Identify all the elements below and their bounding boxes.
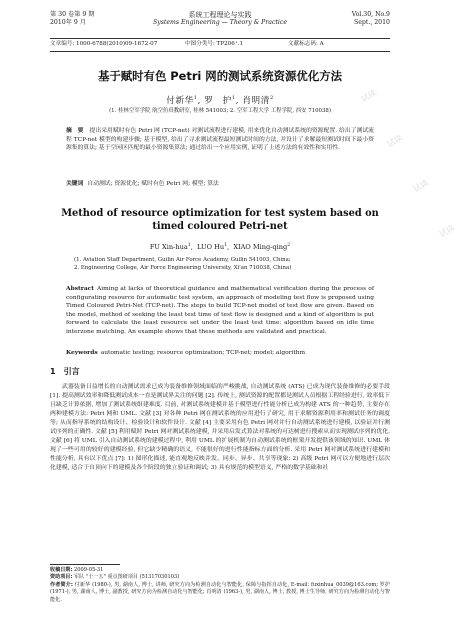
- abstract-cn-label: 摘 要: [66, 128, 84, 134]
- author-sup: 1: [187, 243, 191, 248]
- abstract-cn: [66, 127, 374, 153]
- authors-en: FU Xin-hua$^1$, LUO Hu$^1$, XIAO Ming-qing$^2$: [149, 243, 291, 252]
- keywords-en: [66, 349, 374, 357]
- footnote-fund: [50, 574, 390, 581]
- watermark-text: 试读: [411, 178, 430, 194]
- author-sup: 1: [193, 95, 198, 102]
- fund-label: 资助项目:: [50, 574, 73, 581]
- author-sup: 1: [231, 95, 236, 102]
- keywords-en-label: Keywords: [66, 349, 98, 356]
- journal-name-en: Systems Engineering — Theory & Practice: [152, 19, 288, 27]
- affiliation-en-line: 2. Engineering College, Air Force Engineering University, Xi'an 710038, China): [74, 264, 292, 271]
- running-header: [50, 11, 390, 37]
- affiliation-cn: (1. 桂林空军学院 航空仿真教研室, 桂林 541003; 2. 空军工程大学 工程学院, 西安 710038): [109, 108, 331, 114]
- author-cn: 肖明清: [242, 96, 270, 106]
- journal-name-cn: 系统工程理论与实践: [188, 11, 252, 19]
- date-cn: 2010年 9 月: [50, 19, 86, 27]
- volume-en: Vol.30, No.9: [351, 11, 390, 18]
- abstract-en: [66, 285, 374, 336]
- article-number: 文章编号: 1000-6788(2010)09-1672-07: [50, 41, 158, 47]
- author-en: FU Xin-hua: [149, 243, 188, 252]
- abstract-cn-text: 提出采用赋时有色 Petri 网 (TCP-net) 对测试流程进行建模, 用来优化自动测试系统的资源配置. 给出了测试流程 TCP-net 模型的构建步骤; 基于模型, 给出了寻求测试流程最短测试时间的方法, 并设计了求解最短测试时间下最小资源集的算法; 基于空闲区匹配的最小资源集算法; 通过给出一个应用实例, 证明了上述方法的有效性和实用性.: [66, 128, 374, 152]
- title-en: Method of resource optimization for test system based on timed coloured Petri-net: [61, 208, 379, 232]
- body-paragraph: 武器装备日益增长的自动测试需求已成为装备维修领域面临的严峻挑战, 自动测试系统 (ATS) 已成为现代装备维修的必要手段 [1]. 提高测试效率和降低测试成本一直是测试界关注的问题 [2]. 传统上, 测试资源的配置都是测试人员根据工程经验进行, 效率低下且缺乏计算依据, 增加了测试系统组建难度. 目前, 对测试系统建模并基于模型进行性能分析已成为构建 ATS 的一种趋势, 主要存在两种建模方法: Petri 网和 UML. 文献 [3] 对各种 Petri 网在测试系统的应用进行了研究, 用于求解资源利用率和测试任务的调度等; 从而指导系统的结构设计、检验设计和软件设计. 文献 [4] 主要采用有色 Petri 网对并行自动测试系统进行建模, 以验证并行测试序列的正确性. 文献 [5] 利用赋时 Petri 网对测试系统建模, 并采用启发式算法对系统的可达树进行搜索从而实现测试序列的优化. 文献 [6] 将 UML 引入自动测试系统的建模过程中, 利用 UML 的扩展机制为自动测试系统的框架开发提供该领域的知识. UML 体现了一些可用的较好的建模经验, 但它缺少精确的语义, 不能很好的进行性能指标方面的分析. 采用 Petri 网对测试系统进行建模和性能分析, 具有以下优点 [7]: 1) 图形化描述, 能直观地反映并发、同步、异步、共享等现象; 2) 高级 Petri 网可以方便地进行层次化建模, 适合于自顶向下的建模及各个阶段的独立验证和调试; 3) 具有规范的模型语义, 严格的数学基础和社: [50, 384, 390, 471]
- date-en: Sept., 2010: [354, 19, 390, 27]
- received-label: 收稿日期:: [50, 567, 73, 573]
- meta-rule: [50, 51, 390, 52]
- author-en: XIAO Ming-qing: [233, 243, 288, 252]
- keywords-cn-text: 自动测试; 资源优化; 赋时有色 Petri 网; 模型; 算法: [87, 181, 219, 187]
- section-heading: 1 引言: [50, 367, 80, 376]
- footnote-rule: [50, 564, 120, 565]
- keywords-cn-label: 关键词: [66, 181, 84, 187]
- author-cn: 付新华: [166, 96, 194, 106]
- author-sup: 1: [224, 243, 228, 248]
- author-sup: 2: [287, 243, 291, 248]
- fund-text: 军队 "十一五" 重点图研项目 (51317030103): [74, 574, 180, 581]
- clc-number: 中图分类号: TP206⁺.1: [185, 41, 244, 47]
- received-date: 2009-05-31: [74, 567, 104, 573]
- affiliation-en: [74, 257, 390, 272]
- volume-cn: 第 30 卷第 9 期: [50, 11, 95, 18]
- header-right: [352, 11, 390, 27]
- abstract-en-text: Aiming at lacks of theoretical guidance and mathematical verification during the process of configurating resource for automatic test system, an approach of modeling test flow is proposed using Timed Coloured Petri-Net (TCP-net). The steps to build TCP-net model of test flow are given. Based on the model, method of seeking the least test time of test flow is designed and a kind of algorithm is put forward to calculate the least resource set under the least test time: algorithm based on idle time interzone matching. An example shows that these methods are validated and practical.: [66, 286, 374, 335]
- watermark-text: 试读: [437, 223, 456, 240]
- bio-label: 作者简介:: [50, 581, 73, 588]
- document-code: 文献标志码: A: [288, 41, 324, 47]
- keywords-en-text: automatic testing; resource optimization; TCP-net; model; algorithm: [100, 350, 306, 356]
- author-en: LUO Hu: [197, 243, 225, 252]
- authors-cn: 付新华$^1$, 罗 护$^1$, 肖明清$^2$: [166, 95, 274, 106]
- watermark-text: 试读: [359, 88, 378, 104]
- title-cn: 基于赋时有色 Petri 网的测试系统资源优化方法: [97, 69, 342, 83]
- watermark: [340, 65, 475, 263]
- keywords-cn: [66, 180, 374, 188]
- author-cn: 罗 护: [204, 96, 232, 106]
- bio-text: 付新华 (1980-), 男, 湖南人, 博士, 讲师, 研究方向为检测自动化与智能化, 保障与指挥自动化, E-mail: fuxinhua_0039@163.com; 罗护 (1971-), 男, 湖南人, 博士, 副教授, 研究方向为检测自动化与智能化; 肖明清 (1963-), 男, 湖南人, 博士, 教授, 博士生导师, 研究方向为检测自动化与智能化.: [50, 581, 390, 603]
- abstract-en-label: Abstract: [66, 285, 94, 292]
- affiliation-en-line: (1. Aviation Staff Department, Guilin Air Force Academy, Guilin 541003, China;: [74, 257, 291, 263]
- watermark-text: 试读: [385, 133, 404, 149]
- footnote: [50, 567, 390, 604]
- footnote-bio: [50, 582, 390, 604]
- header-rule: [50, 38, 390, 39]
- author-sup: 2: [269, 95, 274, 102]
- header-center: [50, 11, 390, 27]
